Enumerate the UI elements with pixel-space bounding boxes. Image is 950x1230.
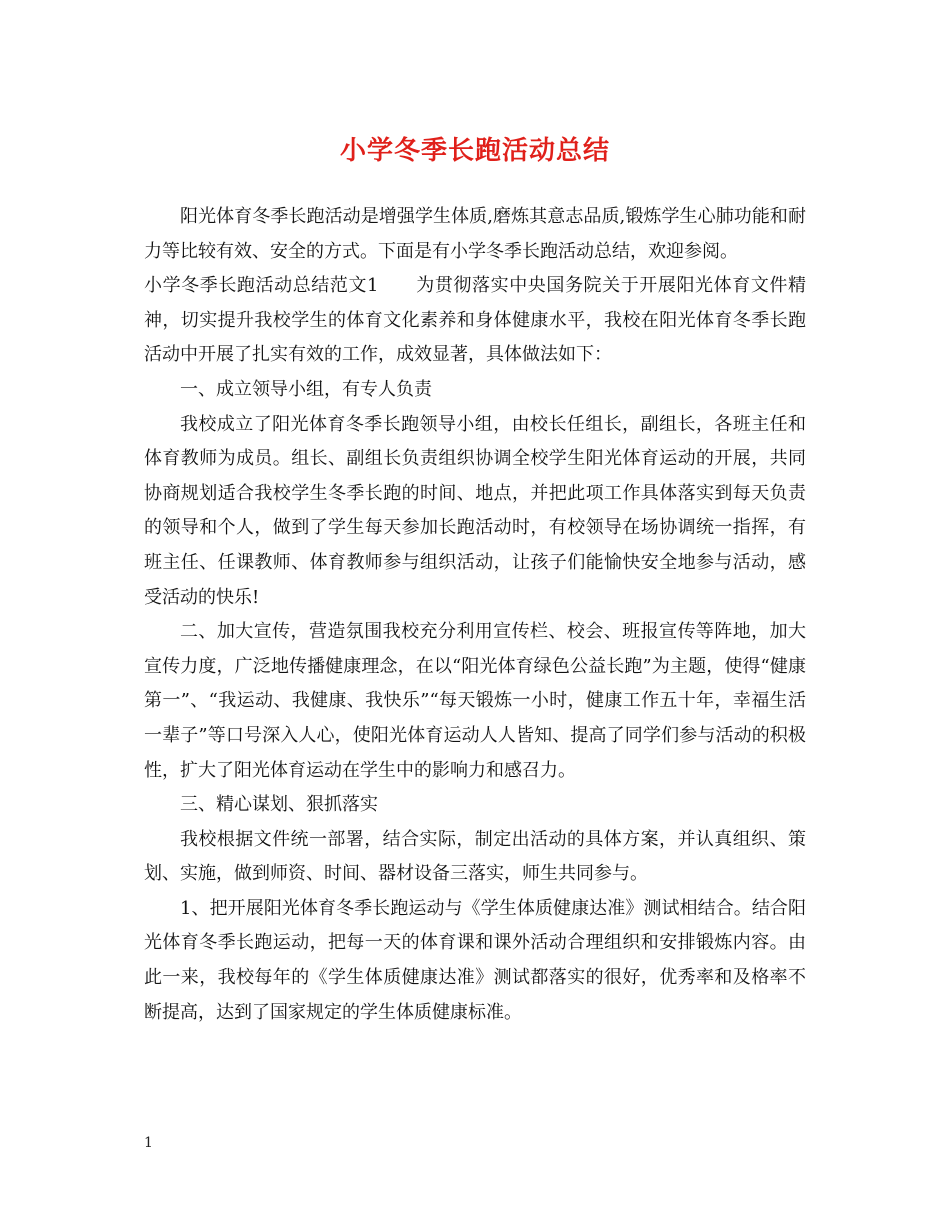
essay-opening-paragraph: 小学冬季长跑活动总结范文1 为贯彻落实中央国务院关于开展阳光体育文件精神，切实提升我校学生的体育文化素养和身体健康水平，我校在阳光体育冬季长跑活动中开展了扎实有效的工作，成效显著，具体做法如下： [144, 275, 806, 366]
section-3-item-1-paragraph: 1、把开展阳光体育冬季长跑运动与《学生体质健康达准》测试相结合。结合阳光体育冬季长跑运动，把每一天的体育课和课外活动合理组织和安排锻炼内容。由此一来，我校每年的《学生体质健康达准》测试都落实的很好，优秀率和及格率不断提高，达到了国家规定的学生体质健康标准。 [144, 897, 806, 1023]
document-body [144, 200, 806, 1030]
intro-paragraph: 阳光体育冬季长跑活动是增强学生体质,磨炼其意志品质,锻炼学生心肺功能和耐力等比较有效、安全的方式。下面是有小学冬季长跑活动总结，欢迎参阅。 [144, 206, 806, 262]
section-heading-3: 三、精心谋划、狠抓落实 [180, 794, 378, 816]
document-title: 小学冬季长跑活动总结 [339, 136, 610, 166]
section-2-paragraph: 二、加大宣传，营造氛围我校充分利用宣传栏、校会、班报宣传等阵地，加大宣传力度，广泛地传播健康理念，在以“阳光体育绿色公益长跑”为主题，使得“健康第一”、“我运动、我健康、我快乐”“每天锻炼一小时，健康工作五十年，幸福生活一辈子”等口号深入人心，使阳光体育运动人人皆知、提高了同学们参与活动的积极性，扩大了阳光体育运动在学生中的影响力和感召力。 [144, 621, 806, 781]
section-heading-1: 一、成立领导小组，有专人负责 [180, 378, 432, 400]
section-1-paragraph: 我校成立了阳光体育冬季长跑领导小组，由校长任组长，副组长，各班主任和体育教师为成员。组长、副组长负责组织协调全校学生阳光体育运动的开展，共同协商规划适合我校学生冬季长跑的时间、地点，并把此项工作具体落实到每天负责的领导和个人，做到了学生每天参加长跑活动时，有校领导在场协调统一指挥，有班主任、任课教师、体育教师参与组织活动，让孩子们能愉快安全地参与活动，感受活动的快乐! [144, 413, 806, 608]
section-3-paragraph: 我校根据文件统一部署，结合实际，制定出活动的具体方案，并认真组织、策划、实施，做到师资、时间、器材设备三落实，师生共同参与。 [144, 828, 806, 885]
page-number: 1 [144, 1135, 153, 1151]
